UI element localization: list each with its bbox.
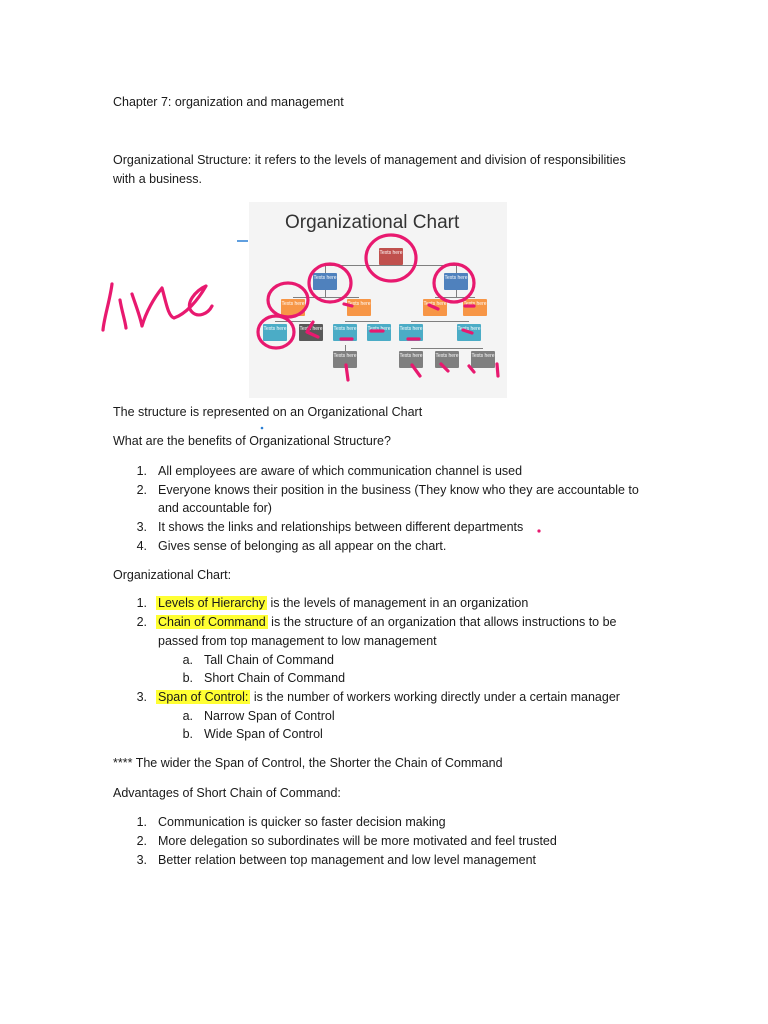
definition-line-1: Organizational Structure: it refers to the levels of management and division of responsibilities	[113, 153, 626, 167]
connector-line	[275, 321, 311, 322]
org-node-level-3: Texts here	[347, 299, 371, 316]
list-item: It shows the links and relationships between different departments	[158, 520, 524, 534]
span-chain-note: **** The wider the Span of Control, the Shorter the Chain of Command	[113, 756, 503, 770]
term-definition: is the number of workers working directly under a certain manager	[250, 690, 620, 704]
connector-line	[325, 290, 326, 298]
ink-stroke	[132, 286, 212, 326]
list-number: 2.	[136, 615, 147, 629]
org-node-level-4: Texts here	[457, 324, 481, 341]
list-number: 1.	[136, 815, 147, 829]
org-node-level-5: Texts here	[399, 351, 423, 368]
term-definition: is the levels of management in an organization	[267, 596, 529, 610]
connector-line	[435, 297, 475, 298]
list-item-continuation: and accountable for)	[158, 501, 272, 515]
definition-line-2: with a business.	[113, 172, 202, 186]
sublist-item: Wide Span of Control	[204, 727, 323, 741]
list-number: 2.	[136, 834, 147, 848]
list-item: Communication is quicker so faster decision making	[158, 815, 446, 829]
list-item: All employees are aware of which communication channel is used	[158, 464, 523, 478]
list-number: 2.	[136, 483, 147, 497]
list-item: More delegation so subordinates will be more motivated and feel trusted	[158, 834, 557, 848]
org-node-level-4: Texts here	[399, 324, 423, 341]
sublist-item: Narrow Span of Control	[204, 709, 335, 723]
org-node-level-4: Texts here	[299, 324, 323, 341]
list-item-continuation: passed from top management to low management	[158, 634, 437, 648]
list-number: 4.	[136, 539, 147, 553]
org-node-level-5: Texts here	[435, 351, 459, 368]
list-number: 1.	[136, 596, 147, 610]
connector-line	[293, 297, 359, 298]
connector-line	[345, 321, 379, 322]
list-number: 1.	[136, 464, 147, 478]
highlighted-term: Chain of Command	[158, 615, 266, 629]
org-node-level-2: Texts here	[444, 273, 468, 290]
list-item: Better relation between top management and low level management	[158, 853, 537, 867]
connector-line	[325, 265, 326, 273]
org-chart-image	[249, 202, 507, 398]
list-item	[156, 614, 617, 630]
benefits-question: What are the benefits of Organizational Structure?	[113, 434, 391, 448]
highlighted-term: Span of Control:	[158, 690, 249, 704]
org-node-level-2: Texts here	[313, 273, 337, 290]
connector-line	[411, 321, 469, 322]
list-item: Gives sense of belonging as all appear on the chart.	[158, 539, 447, 553]
highlighted-term: Levels of Hierarchy	[158, 596, 265, 610]
sublist-letter: a.	[182, 709, 193, 723]
connector-line	[411, 348, 483, 349]
org-node-top: Texts here	[379, 248, 403, 265]
org-chart-image-title: Organizational Chart	[285, 212, 460, 233]
connector-line	[456, 290, 457, 298]
ink-dot	[261, 427, 264, 430]
org-node-level-4: Texts here	[367, 324, 391, 341]
list-item	[156, 595, 528, 611]
org-node-level-5: Texts here	[333, 351, 357, 368]
connector-line	[456, 265, 457, 273]
list-number: 3.	[136, 853, 147, 867]
sublist-item: Tall Chain of Command	[204, 653, 334, 667]
list-item	[156, 689, 620, 705]
sublist-letter: b.	[182, 671, 193, 685]
structure-note: The structure is represented on an Organizational Chart	[113, 405, 423, 419]
org-chart-heading: Organizational Chart:	[113, 568, 232, 582]
sublist-item: Short Chain of Command	[204, 671, 346, 685]
term-definition: is the structure of an organization that allows instructions to be	[267, 615, 617, 629]
org-node-level-4: Texts here	[263, 324, 287, 341]
ink-stroke	[103, 284, 112, 330]
org-node-level-3: Texts here	[423, 299, 447, 316]
list-item: Everyone knows their position in the business (They know who they are accountable to	[158, 483, 639, 497]
list-number: 3.	[136, 690, 147, 704]
chapter-heading: Chapter 7: organization and management	[113, 95, 344, 109]
ink-dot	[537, 529, 540, 532]
org-node-level-5: Texts here	[471, 351, 495, 368]
ink-stroke	[120, 300, 126, 328]
org-node-level-3: Texts here	[281, 299, 305, 316]
sublist-letter: b.	[182, 727, 193, 741]
org-node-level-4: Texts here	[333, 324, 357, 341]
org-node-level-3: Texts here	[463, 299, 487, 316]
sublist-letter: a.	[182, 653, 193, 667]
list-number: 3.	[136, 520, 147, 534]
advantages-heading: Advantages of Short Chain of Command:	[113, 786, 341, 800]
